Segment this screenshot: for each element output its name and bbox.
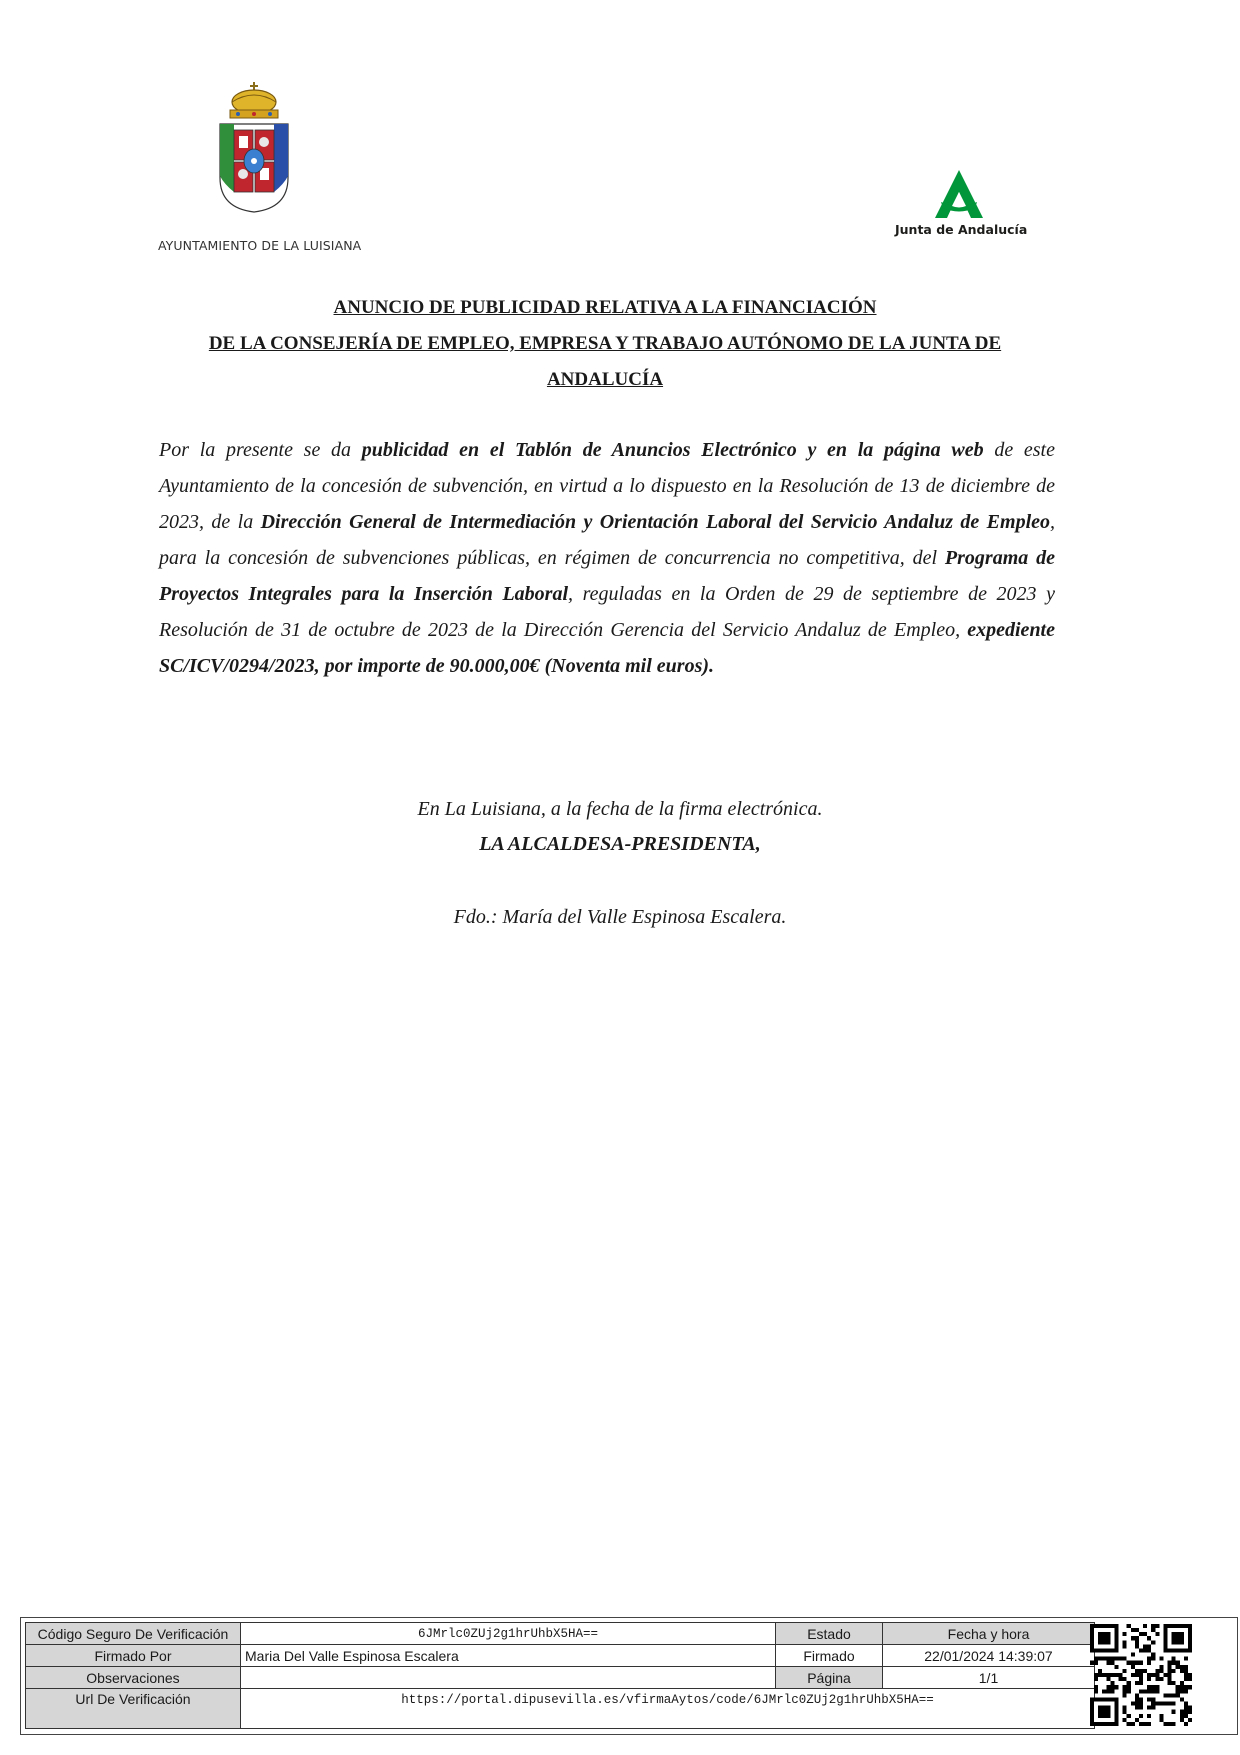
signer-role: LA ALCALDESA-PRESIDENTA, [479,833,761,855]
organization-name: AYUNTAMIENTO DE LA LUISIANA [158,238,362,253]
firmado-por-value: Maria Del Valle Espinosa Escalera [241,1645,776,1667]
title-line-3: ANDALUCÍA [546,369,664,390]
observaciones-value [241,1667,776,1689]
body-text-3: , para la concesión de subvenciones públicas, en régimen de concurrencia no competitiva, del [159,511,1055,569]
junta-andalucia-name: Junta de Andalucía [895,222,1028,237]
csv-value: 6JMrlc0ZUj2g1hrUhbX5HA== [241,1623,776,1645]
junta-andalucia-logo-icon [931,168,987,220]
coat-of-arms-icon [216,80,292,216]
table-row [26,1667,1095,1689]
body-text-2: de este Ayuntamiento de la concesión de subvención, en virtud a lo dispuesto en la Resolución de 13 de diciembre de 2023, de la [159,439,1055,533]
announcement-paragraph [159,432,1055,684]
pagina-label: Página [776,1667,883,1689]
place-date-line: En La Luisiana, a la fecha de la firma electrónica. [417,798,823,820]
table-row [26,1645,1095,1667]
document-title [150,290,1060,398]
url-label: Url De Verificación [26,1689,241,1729]
body-text-4: , reguladas en la Orden de 29 de septiembre de 2023 y Resolución de 31 de octubre de 2023 de la Dirección Gerencia del Servicio Andaluz de Empleo, [159,583,1055,641]
fecha-label: Fecha y hora [883,1623,1095,1645]
table-row [26,1623,1095,1645]
table-row [26,1689,1095,1729]
csv-label: Código Seguro De Verificación [26,1623,241,1645]
body-text-1: Por la presente se da [159,439,362,461]
title-line-2: DE LA CONSEJERÍA DE EMPLEO, EMPRESA Y TRABAJO AUTÓNOMO DE LA JUNTA DE [208,333,1002,354]
verification-table [25,1622,1095,1729]
signer-name: Fdo.: María del Valle Espinosa Escalera. [453,906,787,928]
body-bold-1: publicidad en el Tablón de Anuncios Electrónico y en la página web [361,439,984,461]
firmado-por-label: Firmado Por [26,1645,241,1667]
body-bold-4: expediente SC/ICV/0294/2023, por importe de 90.000,00€ (Noventa mil euros). [159,619,1055,677]
qr-code-icon [1090,1624,1192,1726]
estado-value: Firmado [776,1645,883,1667]
verification-footer [20,1617,1238,1735]
junta-andalucia-logo [895,168,1028,240]
title-line-1: ANUNCIO DE PUBLICIDAD RELATIVA A LA FINANCIACIÓN [333,297,877,318]
body-bold-3: Programa de Proyectos Integrales para la Inserción Laboral [159,547,1055,605]
estado-label: Estado [776,1623,883,1645]
fecha-value: 22/01/2024 14:39:07 [883,1645,1095,1667]
pagina-value: 1/1 [883,1667,1095,1689]
body-bold-2: Dirección General de Intermediación y Orientación Laboral del Servicio Andaluz de Empleo [260,511,1050,533]
url-value[interactable]: https://portal.dipusevilla.es/vfirmaAytos/code/6JMrlc0ZUj2g1hrUhbX5HA== [241,1689,1095,1729]
observaciones-label: Observaciones [26,1667,241,1689]
